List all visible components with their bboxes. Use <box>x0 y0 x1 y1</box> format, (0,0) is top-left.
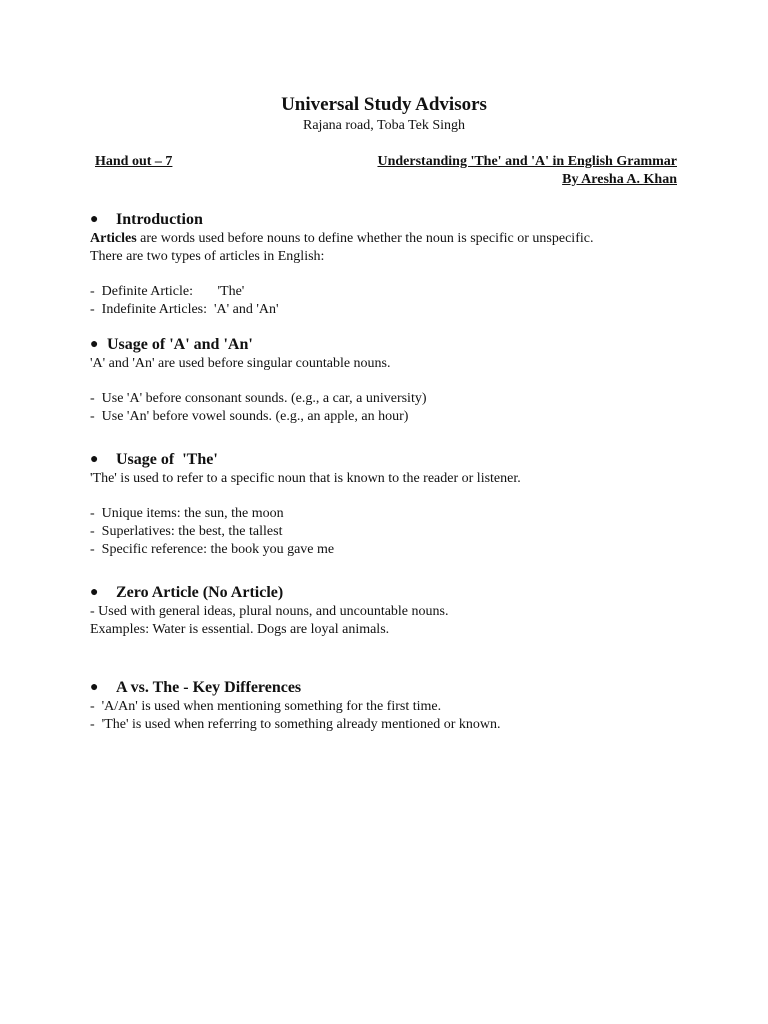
paragraph-line <box>90 230 690 248</box>
list-item: - Superlatives: the best, the tallest <box>90 524 283 539</box>
bullet-icon: ● <box>90 585 99 600</box>
list-item: - Definite Article: 'The' <box>90 284 245 299</box>
list-item: - 'The' is used when referring to something already mentioned or known. <box>90 717 501 732</box>
section-usage-the <box>90 450 690 559</box>
bullet-icon: ● <box>90 680 99 695</box>
handout-author: By Aresha A. Khan <box>562 172 677 187</box>
paragraph-line: Examples: Water is essential. Dogs are loyal animals. <box>90 622 390 637</box>
section-heading <box>90 450 690 470</box>
bold-term: Articles <box>90 231 137 246</box>
paragraph-line: - Used with general ideas, plural nouns, and uncountable nouns. <box>90 604 449 619</box>
heading-text: Usage of 'A' and 'An' <box>107 336 253 353</box>
heading-text: Zero Article (No Article) <box>116 584 284 601</box>
paragraph-line: 'The' is used to refer to a specific noun that is known to the reader or listener. <box>90 471 521 486</box>
organization-address: Rajana road, Toba Tek Singh <box>303 118 465 133</box>
bullet-icon: ● <box>90 452 99 467</box>
paragraph-line: There are two types of articles in English: <box>90 249 325 264</box>
handout-title: Understanding 'The' and 'A' in English Grammar <box>377 154 677 169</box>
section-heading <box>90 335 690 355</box>
section-introduction <box>90 210 690 319</box>
list-item: - Indefinite Articles: 'A' and 'An' <box>90 302 279 317</box>
section-heading <box>90 583 690 603</box>
organization-name: Universal Study Advisors <box>281 94 487 115</box>
section-key-differences <box>90 678 690 734</box>
list-item: - Specific reference: the book you gave me <box>90 542 335 557</box>
handout-number: Hand out – 7 <box>95 154 173 169</box>
section-heading <box>90 678 690 698</box>
heading-text: A vs. The - Key Differences <box>116 679 302 696</box>
section-heading <box>90 210 690 230</box>
section-usage-a-an <box>90 335 690 426</box>
section-zero-article <box>90 583 690 639</box>
list-item: - Use 'A' before consonant sounds. (e.g., a car, a university) <box>90 391 427 406</box>
bullet-icon: ● <box>90 337 99 352</box>
paragraph-line: 'A' and 'An' are used before singular countable nouns. <box>90 356 391 371</box>
paragraph-text: are words used before nouns to define whether the noun is specific or unspecific. <box>136 231 594 246</box>
bullet-icon: ● <box>90 212 99 227</box>
list-item: - 'A/An' is used when mentioning something for the first time. <box>90 699 442 714</box>
heading-text: Introduction <box>116 211 203 228</box>
list-item: - Use 'An' before vowel sounds. (e.g., an apple, an hour) <box>90 409 409 424</box>
list-item: - Unique items: the sun, the moon <box>90 506 284 521</box>
heading-text: Usage of 'The' <box>116 451 218 468</box>
